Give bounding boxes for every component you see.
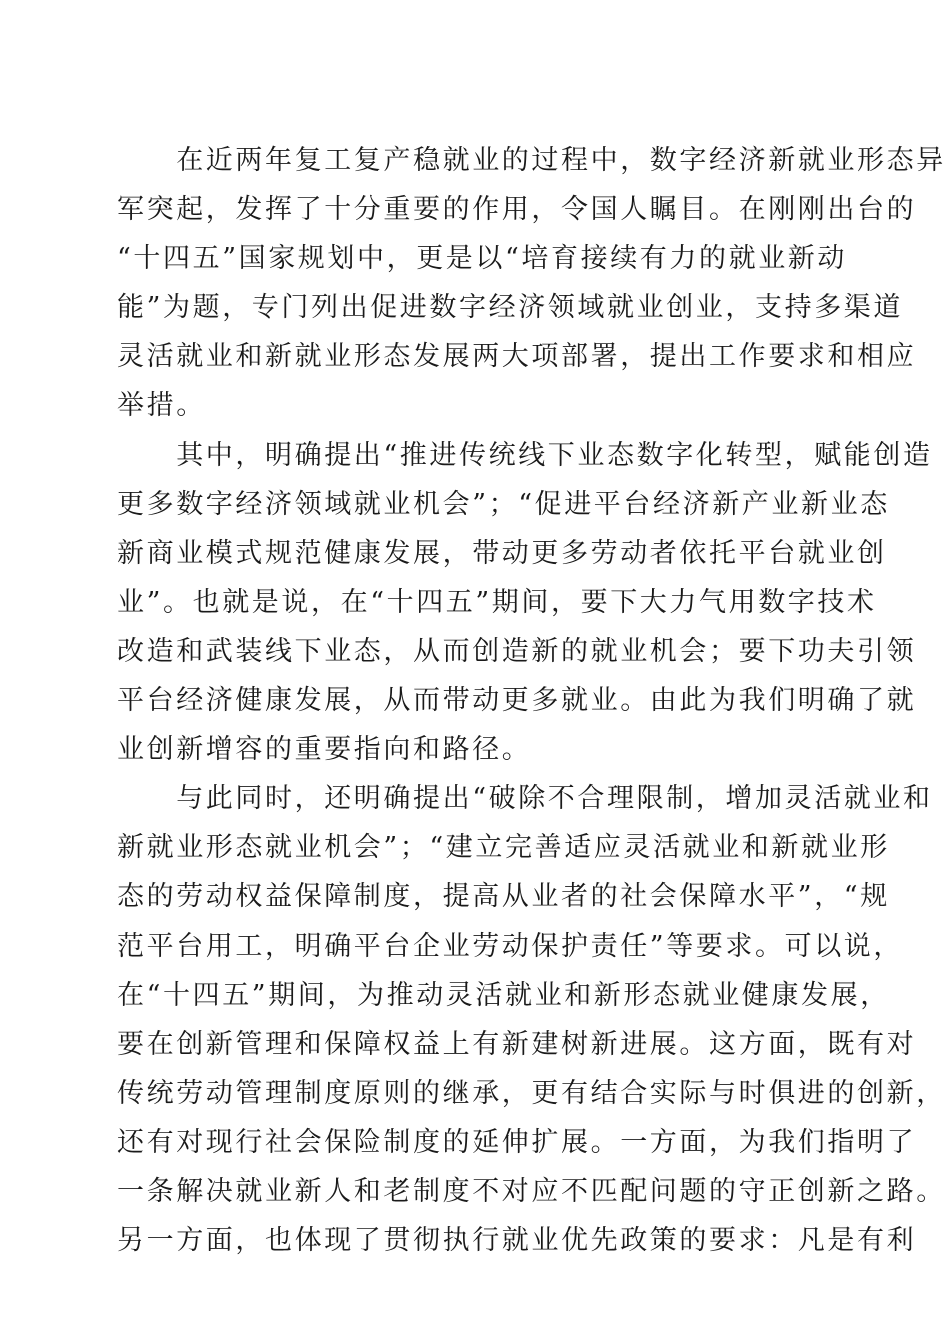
paragraph-1 [117,136,946,431]
text-line: 一条解决就业新人和老制度不对应不匹配问题的守正创新之路。 [117,1175,946,1207]
text-line: 范平台用工，明确平台企业劳动保护责任”等要求。可以说， [117,930,904,962]
paragraph-3 [117,774,946,1265]
text-line: 还有对现行社会保险制度的延伸扩展。一方面，为我们指明了 [117,1126,917,1158]
text-line: 其中，明确提出“推进传统线下业态数字化转型，赋能创造 [117,439,933,471]
text-line: 新就业形态就业机会”；“建立完善适应灵活就业和新就业形 [117,832,890,864]
text-line: 灵活就业和新就业形态发展两大项部署，提出工作要求和相应 [117,341,917,373]
text-line: 业”。也就是说，在“十四五”期间，要下大力气用数字技术 [117,586,877,618]
text-line: 与此同时，还明确提出“破除不合理限制，增加灵活就业和 [117,783,933,815]
text-line: 要在创新管理和保障权益上有新建树新进展。这方面，既有对 [117,1028,917,1060]
paragraph-2 [117,431,933,775]
text-line: 军突起，发挥了十分重要的作用，令国人瞩目。在刚刚出台的 [117,194,917,226]
text-line: 更多数字经济领域就业机会”；“促进平台经济新产业新业态 [117,488,890,520]
text-line: 业创新增容的重要指向和路径。 [117,734,532,766]
text-line: 态的劳动权益保障制度，提高从业者的社会保障水平”，“规 [117,881,890,913]
text-line: “十四五”国家规划中，更是以“培育接续有力的就业新动 [117,243,848,275]
text-line: 平台经济健康发展，从而带动更多就业。由此为我们明确了就 [117,685,917,717]
text-line: 能”为题，专门列出促进数字经济领域就业创业，支持多渠道 [117,292,904,324]
text-line: 在“十四五”期间，为推动灵活就业和新形态就业健康发展， [117,979,890,1011]
text-line: 改造和武装线下业态，从而创造新的就业机会；要下功夫引领 [117,635,917,667]
text-line: 新商业模式规范健康发展，带动更多劳动者依托平台就业创 [117,537,887,569]
text-line: 在近两年复工复产稳就业的过程中，数字经济新就业形态异 [117,145,946,176]
text-line: 举措。 [117,390,206,422]
body-text [117,136,946,1265]
text-line: 传统劳动管理制度原则的继承，更有结合实际与时俱进的创新， [117,1077,946,1109]
text-line: 另一方面，也体现了贯彻执行就业优先政策的要求：凡是有利 [117,1225,917,1257]
